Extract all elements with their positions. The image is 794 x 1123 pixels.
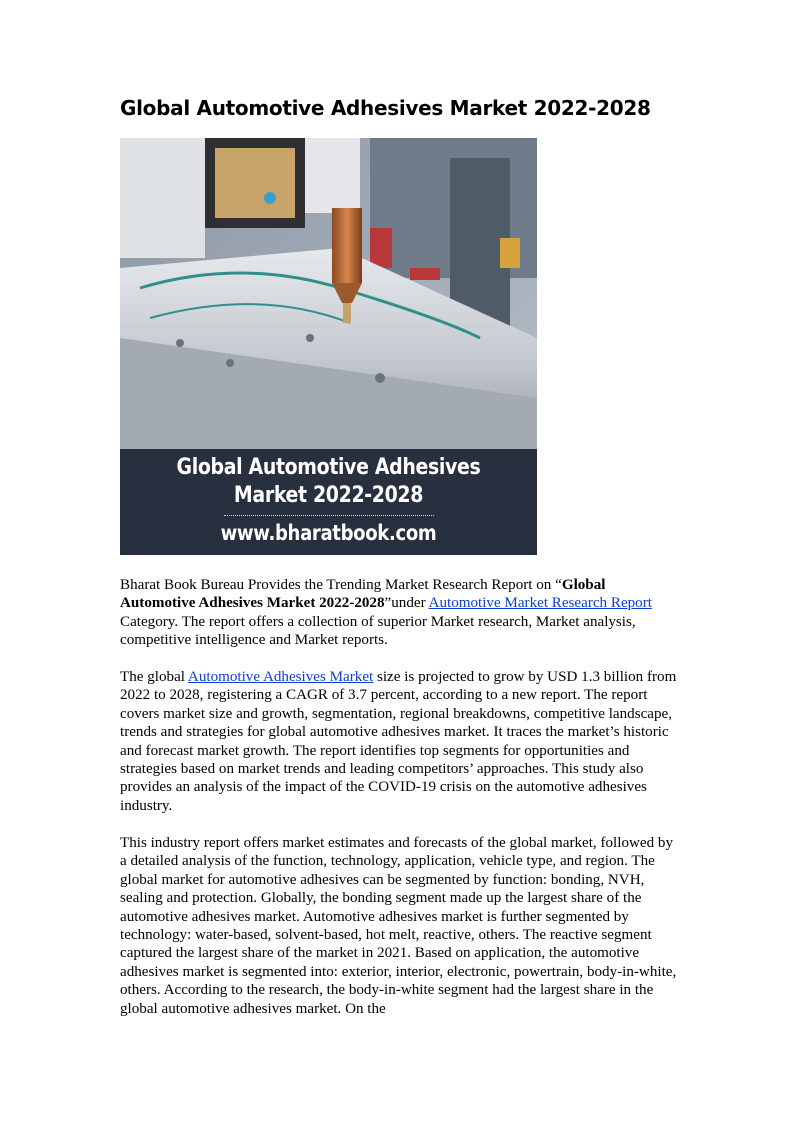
page-title: Global Automotive Adhesives Market 2022-2028 [120,96,651,120]
hero-image [120,138,537,555]
automotive-adhesives-market-link[interactable]: Automotive Adhesives Market [187,669,374,685]
intro-text-after-bold: ”under [384,595,429,612]
banner-title-line1: Global Automotive Adhesives [176,455,481,480]
market-text-after: size is projected to grow by USD 1.3 billion from 2022 to 2028, registering a CAGR of 3.7 percent, according to a new report. The report covers market size and growth, segmentation, regional breakdowns, competitive landscape, trends and strategies for global automotive adhesives market. It traces the market’s historic and forecast market growth. The report identifies top segments for opportunities and strategies based on market trends and leading competitors’ approaches. This study also provides an analysis of the impact of the COVID-19 crisis on the automotive adhesives industry. [120,669,677,814]
banner-divider [224,515,434,516]
intro-paragraph [120,576,680,650]
banner-title-line2: Market 2022-2028 [233,483,424,508]
intro-text-before: Bharat Book Bureau Provides the Trending Market Research Report on “ [120,577,562,593]
banner-url: www.bharatbook.com [220,521,437,545]
market-text-before: The global [120,669,188,685]
automotive-market-research-report-link[interactable]: Automotive Market Research Report [428,595,652,612]
intro-bold-title: Global Automotive Adhesives Market 2022-2028 [120,577,606,612]
intro-text-end: Category. The report offers a collection of superior Market research, Market analysis, competitive intelligence and Market reports. [120,613,636,649]
market-size-paragraph [120,668,680,815]
segmentation-paragraph: This industry report offers market estimates and forecasts of the global market, followed by a detailed analysis of the function, technology, application, vehicle type, and region. The global market for automotive adhesives can be segmented by function: bonding, NVH, sealing and protection. Globally, the bonding segment made up the largest share of the automotive adhesives market. Automotive adhesives market is further segmented by technology: water-based, solvent-based, hot melt, reactive, others. The reactive segment captured the largest share of the market in 2021. Based on application, the automotive adhesives market is segmented into: exterior, interior, electronic, powertrain, body-in-white, others. According to the research, the body-in-white segment had the largest share in the global automotive adhesives market. On the [120,835,677,1017]
hero-banner [120,449,537,555]
